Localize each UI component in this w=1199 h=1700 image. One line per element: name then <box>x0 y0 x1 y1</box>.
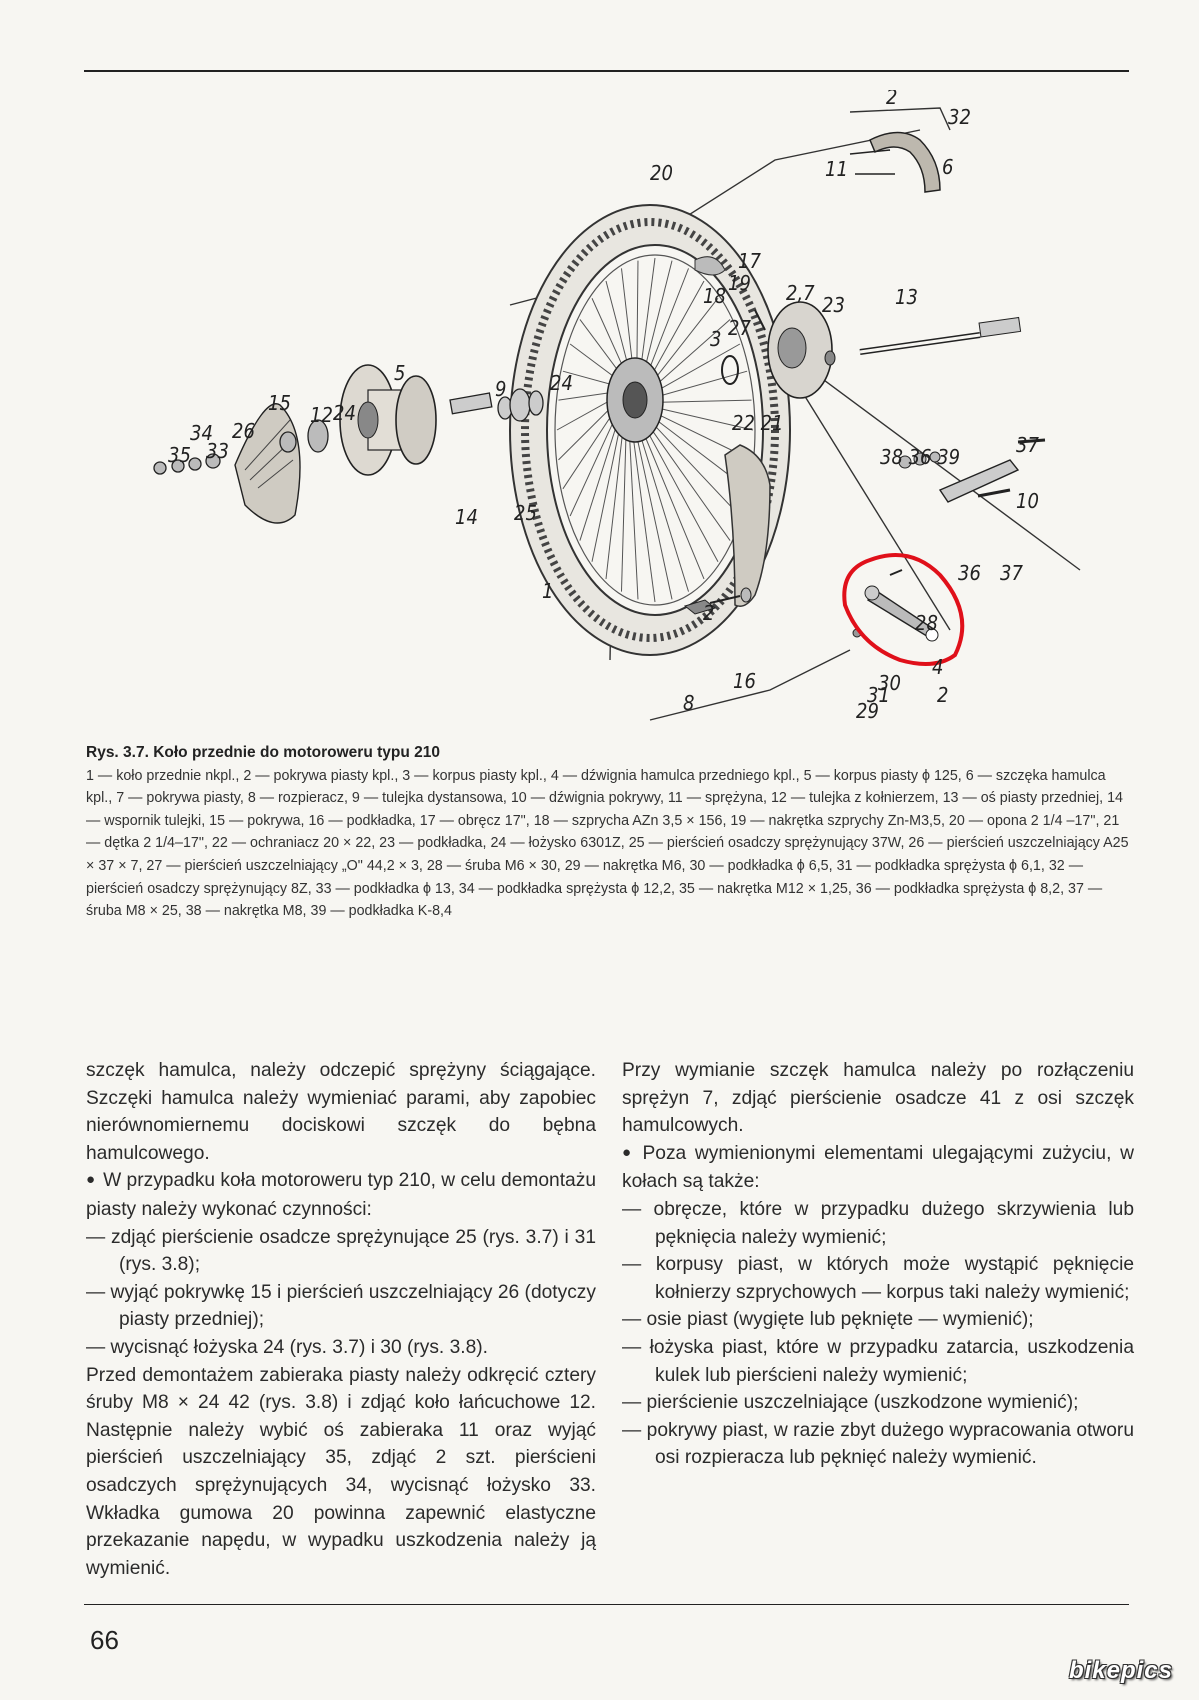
right-dash-item-2: — korpusy piast, w których może wystąpić pęknięcie kołnierzy szprychowych — korpus taki należy wymienić; <box>622 1254 1134 1303</box>
label-24-left: 24 <box>333 401 356 425</box>
watermark-logo: bikepics <box>1068 1657 1173 1684</box>
left-paragraph-1: szczęk hamulca, należy odczepić sprężyny ściągające. Szczęki hamulca należy wymieniać parami, aby zapobiec nierównomiernemu dociskowi szczęk do bębna hamulcowego. <box>86 1060 596 1164</box>
right-dash-item-3: — osie piast (wygięte lub pęknięte — wymienić); <box>622 1309 1034 1331</box>
right-dash-item-6: — pokrywy piast, w razie zbyt dużego wypracowania otworu osi rozpieracza lub pęknięć należy wymienić. <box>622 1419 1134 1469</box>
label-38-36-39: 38 36 39 <box>880 445 961 469</box>
label-14: 14 <box>455 505 478 529</box>
left-paragraph-2 <box>86 1167 596 1223</box>
left-dash-item-1: — zdjąć pierścienie osadcze sprężynujące 25 (rys. 3.7) i 31 (rys. 3.8); <box>86 1226 596 1276</box>
exploded-wheel-diagram <box>150 90 1130 740</box>
label-17: 17 <box>738 249 761 273</box>
label-23: 23 <box>822 293 845 317</box>
label-4: 4 <box>932 655 944 679</box>
label-1: 1 <box>542 579 554 603</box>
label-13: 13 <box>895 285 918 309</box>
right-column <box>622 1057 1134 1472</box>
label-37-top: 37 <box>1016 433 1039 457</box>
bottom-rule <box>84 1604 1129 1605</box>
label-15: 15 <box>268 391 291 415</box>
label-37-bot: 37 <box>1000 561 1023 585</box>
label-3: 3 <box>710 327 722 351</box>
label-2-bot: 2 <box>703 601 715 625</box>
right-dash-item-1: — obręcze, które w przypadku dużego skrzywienia lub pęknięcia należy wymienić; <box>622 1198 1134 1248</box>
label-11: 11 <box>825 157 848 181</box>
label-30: 30 <box>878 671 901 695</box>
label-6: 6 <box>942 155 954 179</box>
label-22-21: 22 21 <box>732 411 784 435</box>
label-26: 26 <box>232 419 255 443</box>
top-rule <box>84 70 1129 72</box>
left-paragraph-2-text: W przypadku koła motoroweru typ 210, w celu demontażu piasty należy wykonać czynności: <box>86 1170 596 1220</box>
right-dash-item-5: — pierścienie uszczelniające (uszkodzone wymienić); <box>622 1392 1079 1414</box>
bullet-icon <box>622 1143 642 1164</box>
label-20: 20 <box>650 161 673 185</box>
label-19: 19 <box>728 271 751 295</box>
right-paragraph-2 <box>622 1140 1134 1196</box>
page-number: 66 <box>90 1625 119 1655</box>
label-18: 18 <box>703 284 726 308</box>
label-9: 9 <box>495 377 507 401</box>
figure-caption <box>86 742 1132 923</box>
label-29: 29 <box>856 699 879 723</box>
label-33: 33 <box>206 439 229 463</box>
label-25: 25 <box>514 501 537 525</box>
label-34: 34 <box>190 421 213 445</box>
label-2-top: 2 <box>886 90 898 109</box>
left-column <box>86 1057 596 1582</box>
label-2-circle: 2 <box>937 683 949 707</box>
label-36-bot: 36 <box>958 561 981 585</box>
left-paragraph-3: Przed demontażem zabieraka piasty należy odkręcić cztery śruby M8 × 24 42 (rys. 3.8) i zdjąć koło łańcuchowe 12. Następnie należy wybić oś zabieraka 11 oraz wyjąć pierścień uszczelniający 35, zdjąć 2 szt. pierścieni osadczych sprężynujących 34, wycisnąć łożysko 33. Wkładka gumowa 20 powinna zapewnić elastyczne przekazanie napędu, w wypadku uszkodzenia należy ją wymienić. <box>86 1364 596 1579</box>
caption-title: Rys. 3.7. Koło przednie do motoroweru typu 210 <box>86 744 440 761</box>
label-28: 28 <box>915 611 938 635</box>
label-10: 10 <box>1016 489 1039 513</box>
label-35: 35 <box>168 443 191 467</box>
label-5: 5 <box>394 361 406 385</box>
label-12: 12 <box>310 403 333 427</box>
right-dash-item-4: — łożyska piast, które w przypadku zatarcia, uszkodzenia kulek lub pierścieni należy wymienić; <box>622 1336 1134 1386</box>
left-dash-item-2: — wyjąć pokrywkę 15 i pierścień uszczelniający 26 (dotyczy piasty przedniej); <box>86 1281 596 1331</box>
label-8: 8 <box>683 691 695 715</box>
label-27: 27 <box>728 316 751 340</box>
right-paragraph-1: Przy wymianie szczęk hamulca należy po rozłączeniu sprężyn 7, zdjąć pierścienie osadcze 41 z osi szczęk hamulcowych. <box>622 1060 1134 1137</box>
left-dash-item-3: — wycisnąć łożyska 24 (rys. 3.7) i 30 (rys. 3.8). <box>86 1336 488 1358</box>
label-32: 32 <box>948 105 971 129</box>
label-31: 31 <box>867 683 890 707</box>
axle <box>860 318 1021 352</box>
label-24-mid: 24 <box>550 371 573 395</box>
right-paragraph-2-text: Poza wymienionymi elementami ulegającymi zużyciu, w kołach są także: <box>622 1142 1134 1193</box>
bullet-icon <box>86 1170 103 1191</box>
label-16: 16 <box>733 669 756 693</box>
caption-text: 1 — koło przednie nkpl., 2 — pokrywa piasty kpl., 3 — korpus piasty kpl., 4 — dźwignia hamulca przedniego kpl., 5 — korpus piasty ϕ 125, 6 — szczęka hamulca kpl., 7 — pokrywa piasty, 8 — rozpieracz, 9 — tulejka dystansowa, 10 — dźwignia pokrywy, 11 — sprężyna, 12 — tulejka z kołnierzem, 13 — oś piasty przedniej, 14 — wspornik tulejki, 15 — pokrywa, 16 — podkładka, 17 — obręcz 17", 18 — szprycha AZn 3,5 × 156, 19 — nakrętka szprychy Zn-M3,5, 20 — opona 2 1/4 –17", 21 — dętka 2 1/4–17", 22 — ochraniacz 20 × 22, 23 — podkładka, 24 — łożysko 6301Z, 25 — pierścień osadczy sprężynujący 37W, 26 — pierścień uszczelniający A25 × 37 × 7, 27 — pierścień uszczelniający „O" 44,2 × 3, 28 — śruba M6 × 30, 29 — nakrętka M6, 30 — podkładka ϕ 6,5, 31 — podkładka sprężysta ϕ 6,1, 32 — pierścień osadczy sprężynujący 8Z, 33 — podkładka ϕ 13, 34 — podkładka sprężysta ϕ 12,2, 35 — nakrętka M12 × 1,25, 36 — podkładka sprężysta ϕ 8,2, 37 — śruba M8 × 25, 38 — nakrętka M8, 39 — podkładka K-8,4 <box>86 767 1129 920</box>
label-2-7: 2,7 <box>786 281 815 305</box>
